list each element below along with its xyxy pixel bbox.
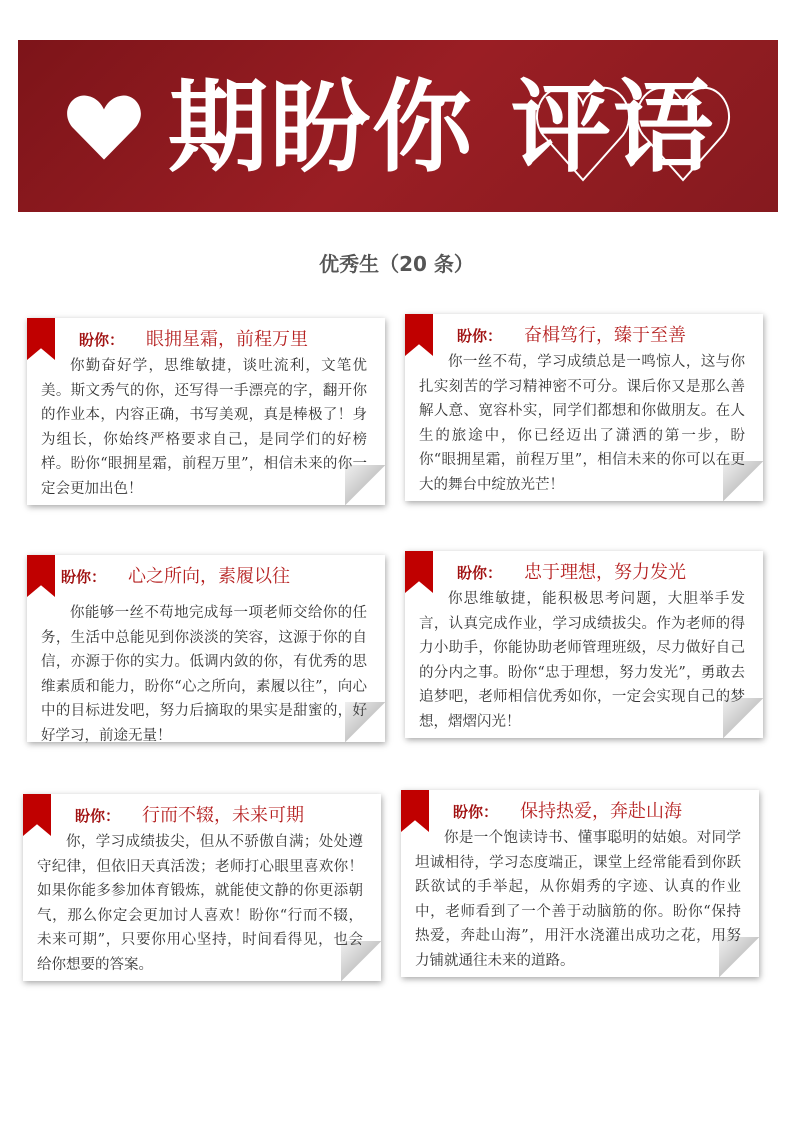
- card-body: 你勤奋好学，思维敏捷，谈吐流利，文笔优美。斯文秀气的你，还写得一手漂亮的字，翻开你的作业本，内容正确，书写美观，真是棒极了！身为组长，你始终严格要求自己，是同学们的好榜样。盼你“眼拥星霜，前程万里”，相信未来的你一定会更加出色！: [41, 358, 367, 497]
- card-label: 盼你：: [79, 331, 125, 349]
- card-motto: 奋楫笃行，臻于至善: [524, 325, 687, 346]
- comment-card: [27, 555, 385, 742]
- card-motto: 行而不辍，未来可期: [142, 805, 305, 826]
- heart-icon: [66, 92, 142, 162]
- card-label: 盼你：: [453, 803, 499, 821]
- card-label: 盼你：: [61, 568, 107, 586]
- card-motto: 心之所向，素履以往: [128, 566, 291, 587]
- comment-card: [27, 318, 385, 505]
- card-motto: 忠于理想，努力发光: [524, 562, 687, 583]
- comment-card: [405, 314, 763, 501]
- card-label: 盼你：: [75, 807, 121, 825]
- card-body: 你能够一丝不苟地完成每一项老师交给你的任务，生活中总能见到你淡淡的笑容，这源于你的自信，亦源于你的实力。低调内敛的你，有优秀的思维素质和能力，盼你“心之所向，素履以往”，向心中的目标进发吧，努力后摘取的果实是甜蜜的，好好学习，前途无量！: [41, 605, 367, 744]
- card-body: 你，学习成绩拔尖，但从不骄傲自满；处处遵守纪律，但依旧天真活泼；老师打心眼里喜欢你！如果你能多参加体育锻炼，就能使文静的你更添朝气，那么你定会更加讨人喜欢！盼你“行而不辍，未来可期”，只要你用心坚持，时间看得见，也会给你想要的答案。: [37, 834, 363, 973]
- banner-title: 期盼你 评语: [168, 68, 715, 186]
- comment-card: [405, 551, 763, 738]
- card-label: 盼你：: [457, 564, 503, 582]
- card-label: 盼你：: [457, 327, 503, 345]
- comment-card: [23, 794, 381, 981]
- card-motto: 保持热爱，奔赴山海: [520, 801, 683, 822]
- card-body: 你思维敏捷，能积极思考问题，大胆举手发言，认真完成作业，学习成绩拔尖。作为老师的得力小助手，你能协助老师管理班级，尽力做好自己的分内之事。盼你“忠于理想，努力发光”，勇敢去追梦吧，老师相信优秀如你，一定会实现自己的梦想，熠熠闪光！: [419, 591, 745, 730]
- card-motto: 眼拥星霜，前程万里: [146, 329, 309, 350]
- card-body: 你一丝不苟，学习成绩总是一鸣惊人，这与你扎实刻苦的学习精神密不可分。课后你又是那么善解人意、宽容朴实，同学们都想和你做朋友。在人生的旅途中，你已经迈出了潇洒的第一步，盼你“眼拥星霜，前程万里”，相信未来的你可以在更大的舞台中绽放光芒！: [419, 354, 745, 493]
- section-subtitle: 优秀生（20 条）: [319, 252, 474, 276]
- card-body: 你是一个饱读诗书、懂事聪明的姑娘。对同学坦诚相待，学习态度端正，课堂上经常能看到你跃跃欲试的手举起，从你娟秀的字迹、认真的作业中，老师看到了一个善于动脑筋的你。盼你“保持热爱，奔赴山海”，用汗水浇灌出成功之花，用努力铺就通往未来的道路。: [415, 830, 741, 969]
- comment-card: [401, 790, 759, 977]
- header-banner: [18, 40, 778, 212]
